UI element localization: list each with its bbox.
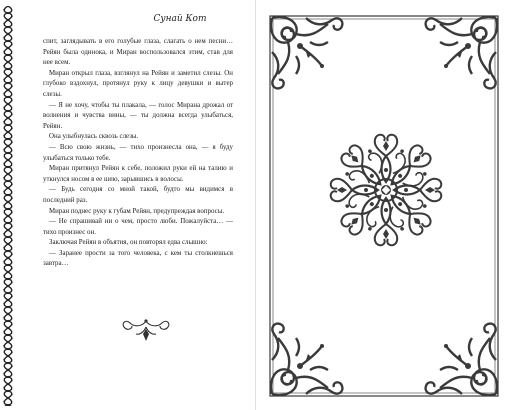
right-page xyxy=(256,0,512,410)
paragraph: Заключая Рейян в объятия, он повторял едва слышно: xyxy=(49,239,208,247)
paragraph: — Будь сегодня со мной такой, будто мы видимся в последний раз. xyxy=(43,186,233,204)
mandala-medallion xyxy=(326,130,446,250)
paragraph: Она улыбнулась сквозь слезы. xyxy=(49,133,139,141)
body-text xyxy=(43,37,233,270)
running-head: Сунай Кот xyxy=(153,14,207,24)
paragraph: — Заранее прости за того человека, с кем ты столкнешься завтра… xyxy=(43,249,233,268)
paragraph: — Не спрашивай ни о чем, просто люби. Пожалуйста… — тихо произнес он. xyxy=(43,218,233,236)
vine-border-ornament xyxy=(2,6,14,406)
paragraph: — Всю свою жизнь, — тихо произнесла она, — я буду улыбаться только тебе. xyxy=(43,143,233,162)
paragraph: — Я не хочу, чтобы ты плакала, — голос Мирана дрожал от волнения и чувства вины, — ты должна всегда улыбаться, Рейян. xyxy=(43,101,233,130)
paragraph: Миран поднес руку к губам Рейян, предупреждая вопросы. xyxy=(49,207,225,215)
paragraph: Миран притянул Рейян к себе, положил руки ей на талию и уткнулся носом в ее шею, зарывшись в волосы. xyxy=(43,165,233,183)
paragraph: спит, заглядывать в его голубые глаза, слагать о нем песни… Рейян была одинока, и Миран воспользовался этим, став для нее всем. xyxy=(43,38,233,67)
flourish-ornament xyxy=(118,317,174,343)
paragraph: Миран открыл глаза, взглянул на Рейян и заметил слезы. Он глубоко вздохнул, протянул руку к лицу девушки и вытер слезы. xyxy=(43,69,233,98)
